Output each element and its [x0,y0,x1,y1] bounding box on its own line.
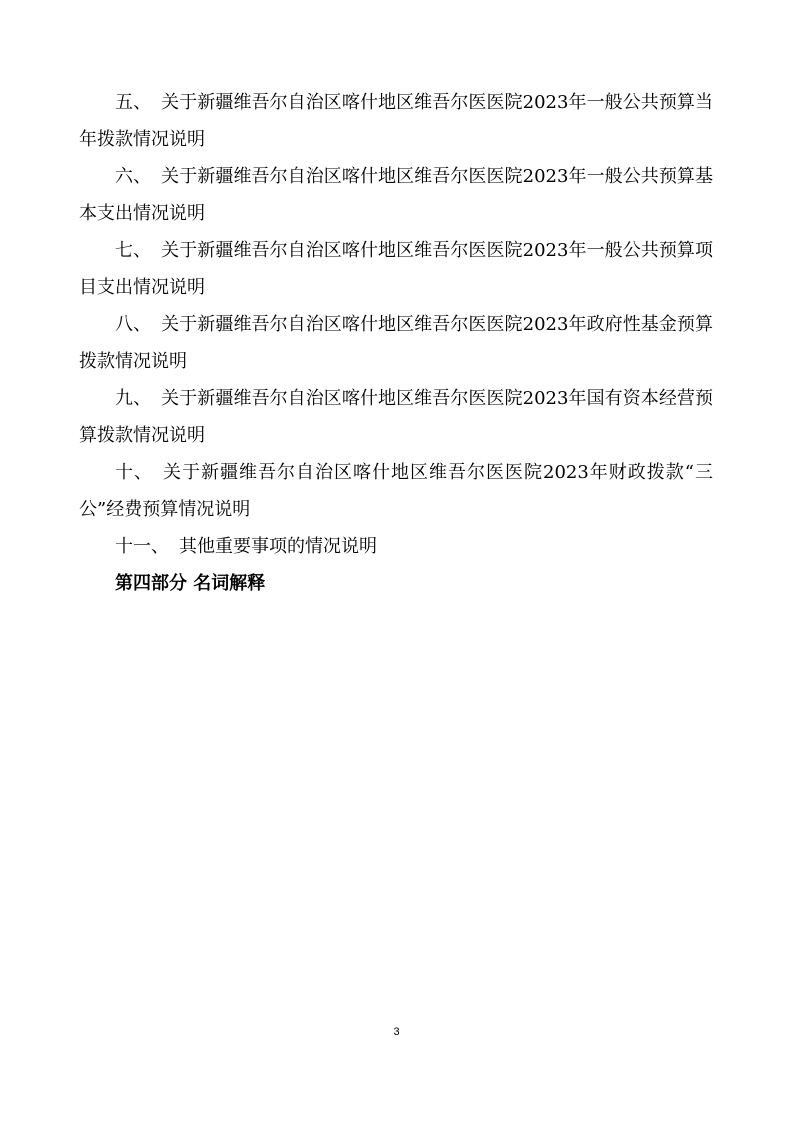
table-of-contents [79,84,713,602]
toc-entry-number: 十一、 [115,536,169,557]
toc-entry-number: 五、 [115,92,152,113]
section-heading: 第四部分 名词解释 [115,573,266,594]
toc-entry-text: 其他重要事项的情况说明 [179,536,377,557]
toc-entry-8 [79,306,713,380]
toc-entry-11 [79,528,713,565]
toc-entry-5 [79,84,713,158]
toc-entry-text: 关于新疆维吾尔自治区喀什地区维吾尔医医院2023年财政拨款“三公”经费预算情况说明 [79,462,713,520]
toc-entry-text: 关于新疆维吾尔自治区喀什地区维吾尔医医院2023年政府性基金预算拨款情况说明 [79,314,714,372]
page-number: 3 [393,1026,400,1038]
toc-entry-text: 关于新疆维吾尔自治区喀什地区维吾尔医医院2023年一般公共预算项目支出情况说明 [79,240,714,298]
toc-entry-9 [79,380,713,454]
toc-entry-10 [79,454,713,528]
toc-entry-number: 十、 [115,462,153,483]
toc-entry-number: 七、 [115,240,152,261]
toc-entry-6 [79,158,713,232]
toc-entry-text: 关于新疆维吾尔自治区喀什地区维吾尔医医院2023年一般公共预算基本支出情况说明 [79,166,714,224]
toc-entry-text: 关于新疆维吾尔自治区喀什地区维吾尔医医院2023年国有资本经营预算拨款情况说明 [79,388,714,446]
toc-entry-7 [79,232,713,306]
toc-entry-text: 关于新疆维吾尔自治区喀什地区维吾尔医医院2023年一般公共预算当年拨款情况说明 [79,92,714,150]
toc-entry-number: 八、 [115,314,152,335]
toc-entry-number: 六、 [115,166,152,187]
toc-entry-number: 九、 [115,388,152,409]
